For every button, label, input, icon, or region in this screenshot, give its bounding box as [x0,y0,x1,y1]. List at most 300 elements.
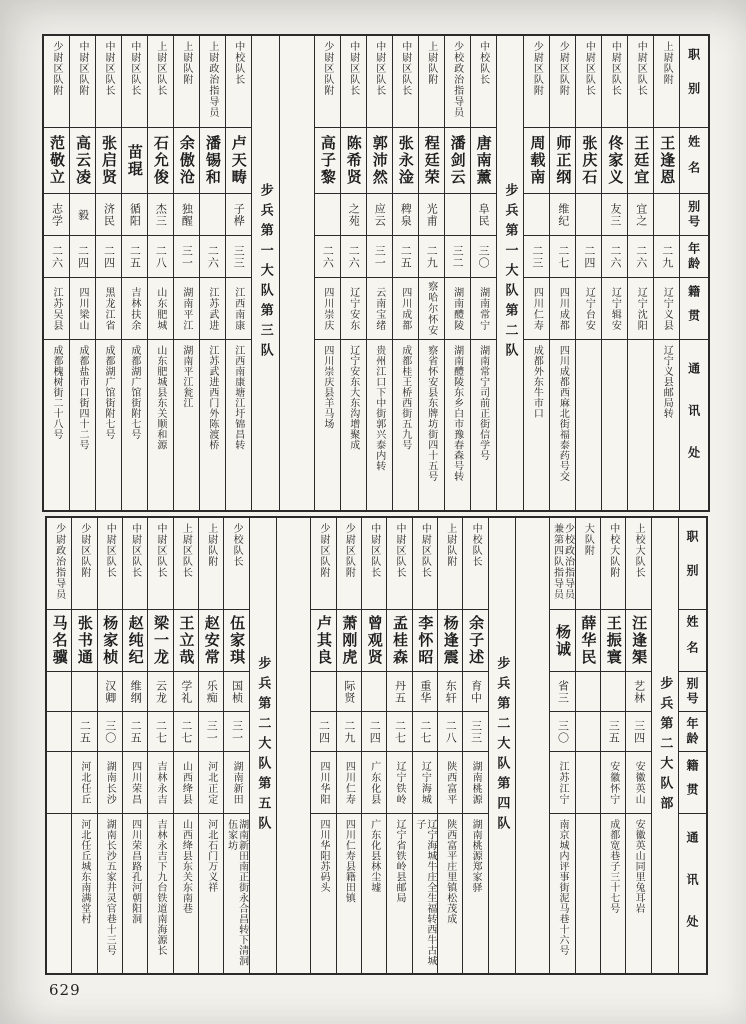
age-cell [148,236,173,278]
age-cell [226,236,251,278]
name-cell-text: 杨家桢 [101,615,120,666]
name-cell [413,610,437,672]
person-column [361,518,386,973]
name-cell [341,128,366,194]
native-place-cell-text: 安徽英山 [633,760,645,805]
native-place-cell [148,278,173,340]
alias-cell-text: 志学 [50,202,64,227]
name-cell [72,610,96,672]
alias-cell-text: 省三 [556,679,570,704]
header-cell [680,194,708,236]
rank-cell [341,36,366,128]
native-place-cell-text: 湖南新田 [231,760,243,805]
native-place-cell [200,278,225,340]
alias-cell [47,672,71,712]
address-cell-text: 四川仁寿县籍田镇 [343,819,355,903]
person-column [122,518,147,973]
alias-cell [550,194,575,236]
age-cell [311,712,335,752]
header-label: 姓名 [686,134,701,187]
alias-cell [122,194,147,236]
person-column [625,518,650,973]
rank-cell [524,36,549,128]
alias-cell-text: 汉卿 [103,679,117,704]
native-place-cell [471,278,496,340]
age-cell-text: 二九 [425,244,439,269]
address-cell-text: 吉林永吉下九台铁道南海源长 [155,819,166,956]
address-cell [72,814,96,973]
address-cell [550,340,575,510]
native-place-cell [576,752,600,814]
name-cell [601,610,625,672]
name-cell-text: 王振寰 [604,615,623,666]
alias-cell-text: 应云 [373,202,387,227]
rank-cell [337,518,361,610]
age-cell [123,712,147,752]
name-cell [362,610,386,672]
name-cell [445,128,470,194]
native-place-cell [524,278,549,340]
address-cell [122,340,147,510]
native-place-cell-text: 江苏吴县 [51,286,63,331]
header-cell [680,278,708,340]
name-cell-text: 汪逢榘 [630,615,649,666]
native-place-cell [367,278,392,340]
native-place-cell [148,752,172,814]
person-column [412,518,437,973]
native-place-cell-text: 四川仁寿 [531,286,543,331]
alias-cell [199,672,223,712]
address-cell [311,814,335,973]
native-place-cell-text: 吉林永吉 [155,760,166,805]
alias-cell [413,672,437,712]
rank-cell [550,518,574,610]
rank-cell [70,36,95,128]
age-cell [524,236,549,278]
age-cell-text: 二七 [154,719,168,744]
address-cell [148,814,172,973]
native-place-cell-text: 湖南长沙 [104,760,116,805]
age-cell-text: 二八 [444,719,458,744]
age-cell [393,236,418,278]
alias-cell [654,194,679,236]
address-cell-text: 安徽英山同里兔耳岩 [633,819,645,914]
native-place-cell [413,752,437,814]
native-place-cell [362,752,386,814]
alias-cell [445,194,470,236]
rank-cell-text: 上校大队长 [633,523,645,578]
name-cell-text: 师正纲 [554,135,573,186]
rank-cell [98,518,122,610]
native-place-cell [174,278,199,340]
alias-cell [393,194,418,236]
person-column [549,518,574,973]
alias-cell [550,672,574,712]
age-cell [70,236,95,278]
person-column [627,36,653,510]
empty-column [276,518,310,973]
native-place-cell-text: 吉林扶余 [128,286,140,331]
alias-cell [98,672,122,712]
name-cell [550,128,575,194]
name-cell [576,128,601,194]
address-cell [44,340,69,510]
name-cell [438,610,462,672]
name-cell-text: 王立哉 [177,615,196,666]
empty-column [279,36,314,510]
address-cell-text: 辽宁海城牛庄全生福转西牛古城子 [413,819,436,966]
alias-cell-text: 维纲 [129,679,143,704]
rank-cell-text: 上尉区队长 [180,523,192,578]
address-cell [123,814,147,973]
alias-cell [174,194,199,236]
section-divider-column [488,518,515,973]
alias-cell-text: 育中 [469,679,483,704]
header-label: 通讯处 [684,830,699,957]
person-column [392,36,418,510]
address-cell-text: 四川华阳苏码头 [317,819,329,893]
name-cell [387,610,411,672]
alias-cell [576,194,601,236]
native-place-cell [393,278,418,340]
alias-cell-text: 国桢 [230,679,244,704]
age-cell-text: 二六 [347,244,361,269]
rank-cell-text: 上尉政治指导员 [206,41,218,118]
age-cell-text: 三五 [607,719,621,744]
rank-cell-text: 上尉队附 [444,523,456,567]
address-cell [438,814,462,973]
native-place-cell [628,278,653,340]
address-cell [576,340,601,510]
age-cell-text: 三〇 [103,719,117,744]
rank-cell-text: 中尉区队附 [76,41,88,96]
rank-cell [226,36,251,128]
section-title: 步兵第二大队第四队 [494,655,510,836]
address-cell-text: 成都桂王桥西街五九号 [399,345,411,450]
rank-cell-text: 中尉区队长 [583,41,595,96]
person-column [97,518,122,973]
address-cell [98,814,122,973]
address-cell-text: 湖南桃源郑家驿 [470,819,482,893]
age-cell-text: 二五 [128,244,142,269]
age-cell-text: 二三 [530,244,544,269]
rank-cell-text: 中尉区队长 [609,41,621,96]
age-cell-text: 二六 [634,244,648,269]
age-cell [122,236,147,278]
person-column [147,36,173,510]
native-place-cell-text: 四川梁山 [76,286,88,331]
header-label: 职别 [686,47,701,116]
name-cell [654,128,679,194]
native-place-cell [174,752,198,814]
header-cell [679,752,706,814]
alias-cell-text: 子桦 [232,202,246,227]
name-cell-text: 苗琨 [125,143,144,178]
name-cell [47,610,71,672]
age-cell [47,712,71,752]
rank-cell [315,36,340,128]
age-cell [174,236,199,278]
rank-cell-text: 中尉区队长 [368,523,380,578]
name-cell-text: 余傲沧 [177,135,196,186]
alias-cell [70,194,95,236]
person-column [462,518,487,973]
rank-cell-text: 大队附 [582,523,594,556]
age-cell-text: 三一 [205,719,219,744]
name-cell-text: 梁一龙 [152,615,170,666]
rank-cell-text: 中校队长 [470,523,482,567]
native-place-cell [122,278,147,340]
name-cell [463,610,487,672]
rank-cell [387,518,411,610]
name-cell-text: 潘剑云 [448,135,467,186]
age-cell [413,712,437,752]
person-column [418,36,444,510]
address-cell-text: 江西南康塘江圩锦昌转 [232,345,244,450]
section-divider-column [651,518,678,973]
person-column [147,518,172,973]
rank-cell [654,36,679,128]
rank-cell [601,518,625,610]
address-cell [341,340,366,510]
name-cell [626,610,650,672]
rank-cell-text: 少校政治指导员兼第四队指导员 [551,523,574,600]
address-cell-text: 察省怀安县东牌坊街四十五号 [425,345,437,482]
rank-cell-text: 少尉区队附 [321,41,333,96]
native-place-cell-text: 四川华阳 [317,760,329,805]
rank-cell-text: 少尉区队附 [531,41,543,96]
address-cell-text: 辽宁安东大东沟增聚成 [347,345,359,450]
name-cell [471,128,496,194]
name-cell-text: 杨逢震 [441,615,460,666]
rank-cell [626,518,650,610]
person-column [444,36,470,510]
alias-cell [463,672,487,712]
native-place-cell-text: 辽宁沈阳 [635,286,647,331]
alias-cell-text: 济民 [102,202,116,227]
age-cell-text: 三三 [469,719,483,744]
name-cell [122,128,147,194]
person-column [69,36,95,510]
person-column [523,36,549,510]
rank-cell [96,36,121,128]
native-place-cell-text: 四川成都 [399,286,411,331]
native-place-cell [226,278,251,340]
name-cell-text: 卢其良 [314,615,333,666]
age-cell [387,712,411,752]
name-cell [44,128,69,194]
native-place-cell-text: 江苏江宁 [557,760,569,805]
address-cell-text: 四川崇庆县羊马场 [321,345,333,429]
native-place-cell [601,752,625,814]
age-cell-text: 二五 [78,719,92,744]
rank-cell-text: 上尉队附 [425,41,437,85]
rank-cell [438,518,462,610]
alias-cell-text: 艺林 [632,679,646,704]
address-cell [471,340,496,510]
alias-cell [44,194,69,236]
native-place-cell-text: 黑龙江省 [102,286,114,331]
alias-cell [341,194,366,236]
address-cell [626,814,650,973]
rank-cell-text: 中校大队附 [607,523,619,578]
address-cell [199,814,223,973]
age-cell [367,236,392,278]
native-place-cell [337,752,361,814]
rank-cell-text: 少尉区队附 [51,41,63,96]
address-cell-text: 四川荣昌路孔河朝阳洞 [129,819,141,924]
age-cell [200,236,225,278]
rank-cell [174,36,199,128]
name-cell [123,610,147,672]
address-cell [550,814,574,973]
address-cell [463,814,487,973]
rank-cell [419,36,444,128]
address-cell-text: 成都湖广馆街附七号 [102,345,114,440]
native-place-cell [602,278,627,340]
address-cell-text: 河北石门万义祥 [205,819,217,893]
age-cell [438,712,462,752]
alias-cell [311,672,335,712]
rank-cell [602,36,627,128]
native-place-cell-text: 江西南康 [232,286,244,331]
address-cell [393,340,418,510]
rank-cell [362,518,386,610]
rank-cell [628,36,653,128]
native-place-cell [626,752,650,814]
person-column [310,518,335,973]
rank-cell [576,36,601,128]
alias-cell [337,672,361,712]
rank-cell-text: 中尉区队长 [419,523,431,578]
person-column [199,36,225,510]
rank-cell [72,518,96,610]
age-cell-text: 二四 [76,244,90,269]
alias-cell-text: 重华 [418,679,432,704]
address-cell [148,340,173,510]
alias-cell [174,672,198,712]
native-place-cell-text: 安徽怀宁 [607,760,619,805]
alias-cell [226,194,251,236]
section-divider-column [251,36,279,510]
rank-cell [47,518,71,610]
native-place-cell [315,278,340,340]
age-cell-text: 二五 [399,244,413,269]
name-cell [148,610,172,672]
name-cell-text: 李怀昭 [416,615,435,666]
address-cell-text: 成都槐树街二十八号 [51,345,63,440]
name-cell-text: 张庆石 [580,135,599,186]
alias-cell [471,194,496,236]
age-cell [341,236,366,278]
roster-table-top [42,34,710,512]
address-cell [387,814,411,973]
native-place-cell [341,278,366,340]
header-label: 年龄 [686,241,701,272]
address-cell [70,340,95,510]
rank-cell-text: 中尉区队长 [399,41,411,96]
section-title: 步兵第一大队第三队 [257,183,273,363]
name-cell [337,610,361,672]
native-place-cell-text: 四川荣昌 [129,760,141,805]
alias-cell [576,672,600,712]
native-place-cell [44,278,69,340]
person-column [173,518,198,973]
alias-cell-text: 乐痴 [205,679,219,704]
address-cell [96,340,121,510]
address-cell [524,340,549,510]
native-place-cell [438,752,462,814]
address-cell-text: 贵州江口下中街郭兴泰内转 [373,345,385,471]
rank-cell-text: 中尉区队长 [635,41,647,96]
age-cell-text: 二四 [582,244,596,269]
address-cell [367,340,392,510]
rank-cell-text: 上尉区队长 [154,41,166,96]
address-cell [628,340,653,510]
alias-cell [315,194,340,236]
alias-cell [72,672,96,712]
age-cell [550,236,575,278]
native-place-cell [70,278,95,340]
column-header [678,518,706,973]
native-place-cell-text: 四川成都 [557,286,569,331]
address-cell [200,340,225,510]
alias-cell-text: 东轩 [444,679,458,704]
address-cell-text: 湖南长沙五家井灵官巷十三号 [104,819,116,956]
native-place-cell-text: 山东肥城 [154,286,166,331]
alias-cell [367,194,392,236]
alias-cell-text: 际贤 [342,679,356,704]
native-place-cell [123,752,147,814]
address-cell-text: 南京城内评事街泥马巷十六号 [557,819,569,956]
age-cell [471,236,496,278]
person-column [575,518,600,973]
age-cell-text: 二四 [102,244,116,269]
address-cell-text: 湖南醴陵东乡白市豫春森号转 [451,345,463,482]
alias-cell-text: 独醒 [180,202,194,227]
alias-cell [602,194,627,236]
address-cell-text: 辽宁义县邮局转 [661,345,673,419]
header-label: 籍贯 [686,284,701,333]
address-cell [576,814,600,973]
name-cell [174,128,199,194]
native-place-cell [224,752,248,814]
age-cell-text: 三四 [632,719,646,744]
native-place-cell-text: 广东化县 [368,760,380,805]
name-cell-text: 张启贤 [99,135,118,186]
alias-cell [362,672,386,712]
header-label: 姓名 [684,614,699,667]
person-column [340,36,366,510]
name-cell [200,128,225,194]
address-cell-text: 成都宽巷子三十七号 [607,819,619,914]
address-cell [654,340,679,510]
alias-cell [123,672,147,712]
rank-cell [576,518,600,610]
name-cell-text: 唐南薰 [474,135,493,186]
native-place-cell [72,752,96,814]
age-cell-text: 三一 [180,244,194,269]
age-cell-text: 二五 [129,719,143,744]
address-cell-text: 陕西富平庄里镇松茂成 [444,819,456,924]
section-divider-column [249,518,276,973]
name-cell [70,128,95,194]
rank-cell [199,518,223,610]
address-cell [337,814,361,973]
name-cell [576,610,600,672]
alias-cell [628,194,653,236]
rank-cell [413,518,437,610]
